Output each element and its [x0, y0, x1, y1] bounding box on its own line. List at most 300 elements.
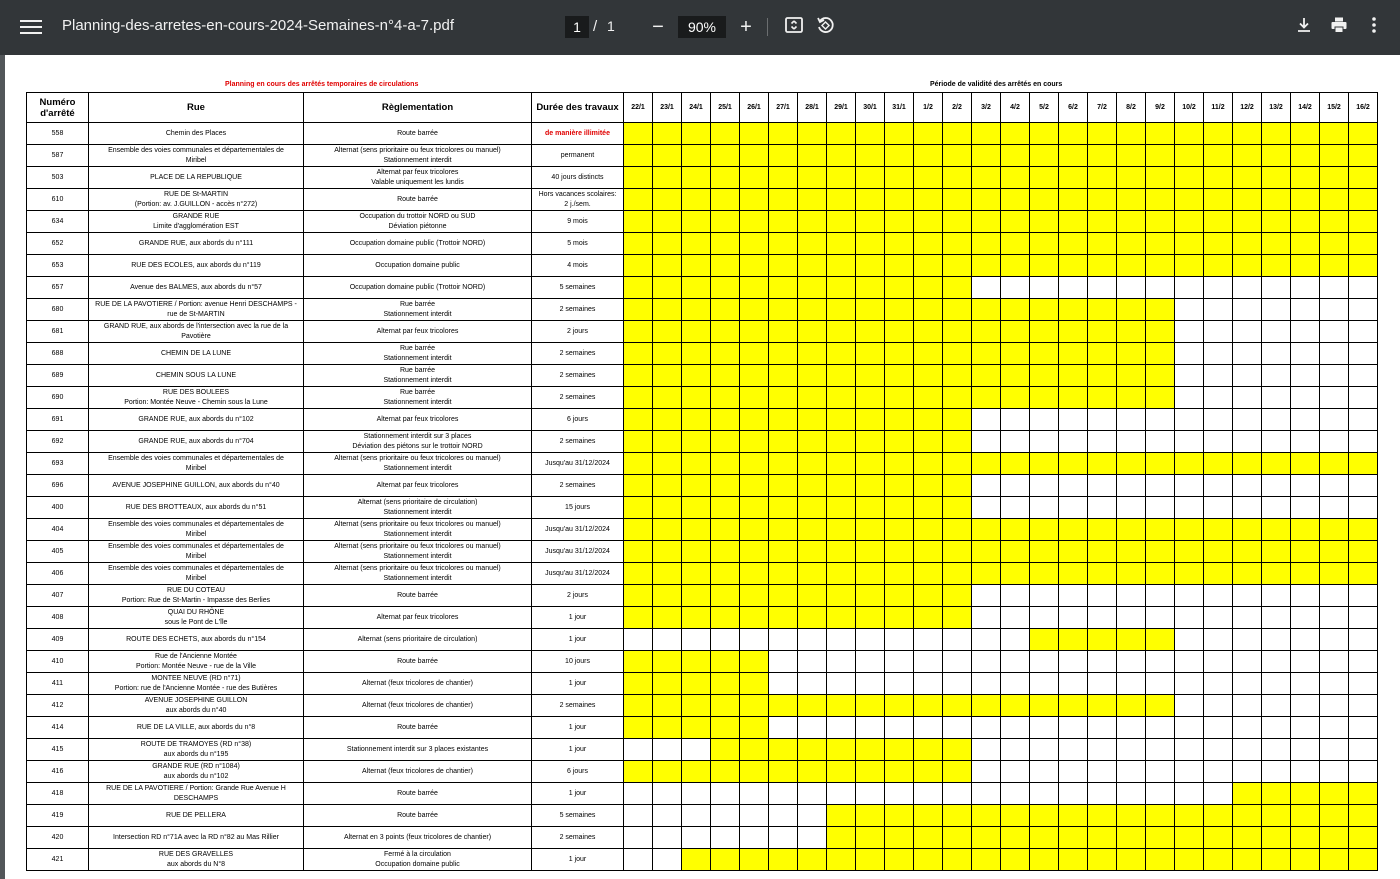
- day-cell: [740, 167, 769, 189]
- day-cell: [1233, 145, 1262, 167]
- day-cell: [1059, 695, 1088, 717]
- day-cell: [943, 343, 972, 365]
- day-cell: [1320, 387, 1349, 409]
- zoom-in-button[interactable]: +: [740, 16, 752, 38]
- day-cell: [972, 695, 1001, 717]
- day-cell: [1117, 255, 1146, 277]
- day-cell: [1088, 783, 1117, 805]
- day-cell: [827, 431, 856, 453]
- day-cell: [1175, 717, 1204, 739]
- day-cell: [711, 563, 740, 585]
- day-cell: [798, 145, 827, 167]
- day-cell: [827, 739, 856, 761]
- day-cell: [740, 497, 769, 519]
- date-header: 13/2: [1262, 93, 1291, 123]
- day-cell: [943, 629, 972, 651]
- day-cell: [1088, 233, 1117, 255]
- day-cell: [682, 211, 711, 233]
- duree-cell: 1 jour: [532, 629, 624, 651]
- rue-cell: Ensemble des voies communales et départementales de Miribel: [89, 541, 304, 563]
- day-cell: [1320, 695, 1349, 717]
- day-cell: [827, 541, 856, 563]
- day-cell: [1349, 563, 1378, 585]
- date-header: 11/2: [1204, 93, 1233, 123]
- day-cell: [1204, 827, 1233, 849]
- duree-cell: Jusqu'au 31/12/2024: [532, 453, 624, 475]
- day-cell: [798, 189, 827, 211]
- day-cell: [1349, 145, 1378, 167]
- day-cell: [711, 673, 740, 695]
- reglementation-cell: Occupation domaine public (Trottoir NORD): [304, 233, 532, 255]
- day-cell: [1320, 453, 1349, 475]
- day-cell: [885, 541, 914, 563]
- day-cell: [885, 211, 914, 233]
- day-cell: [856, 695, 885, 717]
- day-cell: [711, 343, 740, 365]
- day-cell: [1001, 541, 1030, 563]
- day-cell: [1001, 695, 1030, 717]
- day-cell: [1175, 519, 1204, 541]
- day-cell: [972, 849, 1001, 871]
- day-cell: [711, 145, 740, 167]
- day-cell: [914, 255, 943, 277]
- table-header-row: [27, 93, 1378, 123]
- table-row: [27, 739, 1378, 761]
- day-cell: [1088, 299, 1117, 321]
- arrete-number: 691: [27, 409, 89, 431]
- day-cell: [653, 827, 682, 849]
- rue-cell: GRANDE RUE Limite d'agglomération EST: [89, 211, 304, 233]
- day-cell: [1117, 343, 1146, 365]
- day-cell: [711, 717, 740, 739]
- day-cell: [1262, 343, 1291, 365]
- day-cell: [1117, 563, 1146, 585]
- day-cell: [1204, 255, 1233, 277]
- day-cell: [1320, 563, 1349, 585]
- fit-page-icon[interactable]: [781, 15, 807, 41]
- day-cell: [1146, 585, 1175, 607]
- day-cell: [1088, 277, 1117, 299]
- table-row: [27, 365, 1378, 387]
- day-cell: [1204, 189, 1233, 211]
- day-cell: [1349, 673, 1378, 695]
- day-cell: [1001, 827, 1030, 849]
- day-cell: [856, 651, 885, 673]
- day-cell: [798, 299, 827, 321]
- day-cell: [1117, 475, 1146, 497]
- day-cell: [1262, 365, 1291, 387]
- rue-cell: Ensemble des voies communales et départementales de Miribel: [89, 145, 304, 167]
- day-cell: [1349, 849, 1378, 871]
- day-cell: [1175, 233, 1204, 255]
- day-cell: [914, 805, 943, 827]
- day-cell: [682, 277, 711, 299]
- day-cell: [943, 717, 972, 739]
- day-cell: [1001, 409, 1030, 431]
- day-cell: [624, 233, 653, 255]
- day-cell: [1204, 717, 1233, 739]
- day-cell: [798, 541, 827, 563]
- day-cell: [740, 387, 769, 409]
- rue-cell: RUE DE PELLERA: [89, 805, 304, 827]
- day-cell: [1320, 211, 1349, 233]
- table-row: [27, 651, 1378, 673]
- day-cell: [711, 255, 740, 277]
- day-cell: [740, 541, 769, 563]
- day-cell: [653, 365, 682, 387]
- day-cell: [711, 607, 740, 629]
- reglementation-cell: Route barrée: [304, 805, 532, 827]
- date-header: 31/1: [885, 93, 914, 123]
- day-cell: [943, 211, 972, 233]
- day-cell: [856, 431, 885, 453]
- date-header: 4/2: [1001, 93, 1030, 123]
- zoom-out-button[interactable]: −: [652, 16, 664, 38]
- day-cell: [885, 365, 914, 387]
- day-cell: [827, 365, 856, 387]
- day-cell: [1349, 695, 1378, 717]
- day-cell: [1001, 805, 1030, 827]
- day-cell: [972, 541, 1001, 563]
- duree-cell: 2 semaines: [532, 299, 624, 321]
- day-cell: [653, 299, 682, 321]
- day-cell: [711, 805, 740, 827]
- table-row: [27, 519, 1378, 541]
- day-cell: [1320, 607, 1349, 629]
- day-cell: [740, 827, 769, 849]
- day-cell: [1117, 211, 1146, 233]
- day-cell: [1146, 607, 1175, 629]
- day-cell: [1088, 255, 1117, 277]
- table-row: [27, 673, 1378, 695]
- day-cell: [798, 805, 827, 827]
- reglementation-cell: Route barrée: [304, 585, 532, 607]
- day-cell: [1204, 321, 1233, 343]
- day-cell: [1117, 189, 1146, 211]
- day-cell: [1262, 277, 1291, 299]
- day-cell: [1146, 453, 1175, 475]
- day-cell: [1001, 475, 1030, 497]
- day-cell: [798, 365, 827, 387]
- day-cell: [711, 849, 740, 871]
- table-row: [27, 255, 1378, 277]
- day-cell: [943, 145, 972, 167]
- duree-cell: 1 jour: [532, 739, 624, 761]
- pdf-toolbar: [0, 0, 1400, 55]
- day-cell: [1320, 189, 1349, 211]
- day-cell: [769, 651, 798, 673]
- day-cell: [972, 255, 1001, 277]
- day-cell: [972, 805, 1001, 827]
- reglementation-cell: Alternat (sens prioritaire ou feux tricolores ou manuel) Stationnement interdit: [304, 453, 532, 475]
- day-cell: [1320, 233, 1349, 255]
- rue-cell: Ensemble des voies communales et départementales de Miribel: [89, 563, 304, 585]
- day-cell: [914, 189, 943, 211]
- day-cell: [798, 233, 827, 255]
- day-cell: [827, 695, 856, 717]
- day-cell: [1233, 321, 1262, 343]
- day-cell: [769, 255, 798, 277]
- day-cell: [1030, 563, 1059, 585]
- day-cell: [1117, 783, 1146, 805]
- day-cell: [1030, 233, 1059, 255]
- day-cell: [1291, 849, 1320, 871]
- day-cell: [624, 211, 653, 233]
- day-cell: [1233, 211, 1262, 233]
- day-cell: [1117, 365, 1146, 387]
- day-cell: [1001, 431, 1030, 453]
- date-header: 24/1: [682, 93, 711, 123]
- duree-cell: Jusqu'au 31/12/2024: [532, 541, 624, 563]
- day-cell: [624, 299, 653, 321]
- day-cell: [1001, 299, 1030, 321]
- duree-cell: 2 semaines: [532, 827, 624, 849]
- day-cell: [740, 849, 769, 871]
- day-cell: [972, 233, 1001, 255]
- day-cell: [1175, 343, 1204, 365]
- day-cell: [1001, 211, 1030, 233]
- day-cell: [1001, 651, 1030, 673]
- arrete-number: 558: [27, 123, 89, 145]
- day-cell: [769, 783, 798, 805]
- day-cell: [856, 827, 885, 849]
- day-cell: [1349, 519, 1378, 541]
- day-cell: [1117, 453, 1146, 475]
- day-cell: [1320, 783, 1349, 805]
- day-cell: [1291, 145, 1320, 167]
- day-cell: [914, 497, 943, 519]
- day-cell: [798, 673, 827, 695]
- day-cell: [972, 365, 1001, 387]
- day-cell: [1117, 585, 1146, 607]
- day-cell: [914, 475, 943, 497]
- day-cell: [827, 497, 856, 519]
- day-cell: [1262, 783, 1291, 805]
- day-cell: [1175, 827, 1204, 849]
- day-cell: [769, 343, 798, 365]
- duree-cell: 2 jours: [532, 585, 624, 607]
- day-cell: [943, 651, 972, 673]
- day-cell: [1262, 211, 1291, 233]
- day-cell: [943, 761, 972, 783]
- arrete-number: 652: [27, 233, 89, 255]
- day-cell: [827, 387, 856, 409]
- day-cell: [1262, 387, 1291, 409]
- day-cell: [1349, 761, 1378, 783]
- day-cell: [740, 629, 769, 651]
- day-cell: [856, 629, 885, 651]
- day-cell: [972, 299, 1001, 321]
- day-cell: [711, 409, 740, 431]
- day-cell: [914, 673, 943, 695]
- day-cell: [1059, 739, 1088, 761]
- day-cell: [798, 827, 827, 849]
- day-cell: [1001, 761, 1030, 783]
- more-options-icon[interactable]: [1361, 15, 1387, 41]
- day-cell: [1030, 277, 1059, 299]
- day-cell: [856, 211, 885, 233]
- day-cell: [1204, 475, 1233, 497]
- arrete-number: 410: [27, 651, 89, 673]
- page-separator: /: [593, 18, 598, 35]
- table-row: [27, 321, 1378, 343]
- day-cell: [943, 849, 972, 871]
- day-cell: [1117, 519, 1146, 541]
- date-header: 5/2: [1030, 93, 1059, 123]
- day-cell: [711, 585, 740, 607]
- date-header: 22/1: [624, 93, 653, 123]
- day-cell: [1117, 431, 1146, 453]
- day-cell: [1030, 453, 1059, 475]
- day-cell: [1001, 673, 1030, 695]
- day-cell: [1088, 541, 1117, 563]
- day-cell: [1349, 409, 1378, 431]
- day-cell: [624, 695, 653, 717]
- day-cell: [1233, 475, 1262, 497]
- day-cell: [1117, 145, 1146, 167]
- reglementation-cell: Route barrée: [304, 651, 532, 673]
- table-row: [27, 761, 1378, 783]
- day-cell: [769, 607, 798, 629]
- day-cell: [885, 431, 914, 453]
- rotate-icon[interactable]: [812, 15, 838, 41]
- date-header: 29/1: [827, 93, 856, 123]
- day-cell: [798, 343, 827, 365]
- day-cell: [827, 233, 856, 255]
- day-cell: [1262, 145, 1291, 167]
- day-cell: [1059, 849, 1088, 871]
- day-cell: [1320, 299, 1349, 321]
- day-cell: [769, 145, 798, 167]
- print-icon[interactable]: [1326, 15, 1352, 41]
- day-cell: [1262, 827, 1291, 849]
- day-cell: [653, 607, 682, 629]
- day-cell: [1146, 629, 1175, 651]
- day-cell: [1175, 123, 1204, 145]
- day-cell: [1291, 189, 1320, 211]
- menu-icon[interactable]: [20, 16, 42, 38]
- day-cell: [972, 519, 1001, 541]
- day-cell: [1059, 761, 1088, 783]
- header-rue: Rue: [89, 93, 304, 123]
- day-cell: [1030, 827, 1059, 849]
- day-cell: [1262, 475, 1291, 497]
- day-cell: [653, 651, 682, 673]
- day-cell: [1059, 167, 1088, 189]
- day-cell: [1262, 453, 1291, 475]
- day-cell: [1146, 343, 1175, 365]
- day-cell: [1233, 761, 1262, 783]
- day-cell: [1146, 673, 1175, 695]
- duree-cell: Jusqu'au 31/12/2024: [532, 563, 624, 585]
- day-cell: [943, 805, 972, 827]
- arrete-number: 693: [27, 453, 89, 475]
- date-header: 7/2: [1088, 93, 1117, 123]
- reglementation-cell: Alternat (sens prioritaire ou feux tricolores ou manuel) Stationnement interdit: [304, 145, 532, 167]
- day-cell: [1320, 519, 1349, 541]
- table-row: [27, 431, 1378, 453]
- day-cell: [885, 783, 914, 805]
- reglementation-cell: Alternat par feux tricolores: [304, 321, 532, 343]
- day-cell: [769, 167, 798, 189]
- day-cell: [1262, 673, 1291, 695]
- day-cell: [1262, 497, 1291, 519]
- zoom-level[interactable]: 90%: [678, 16, 726, 38]
- day-cell: [1146, 409, 1175, 431]
- table-row: [27, 475, 1378, 497]
- day-cell: [1001, 255, 1030, 277]
- day-cell: [885, 629, 914, 651]
- day-cell: [827, 255, 856, 277]
- day-cell: [1262, 805, 1291, 827]
- day-cell: [1262, 123, 1291, 145]
- day-cell: [827, 145, 856, 167]
- day-cell: [740, 519, 769, 541]
- day-cell: [711, 299, 740, 321]
- day-cell: [1088, 673, 1117, 695]
- day-cell: [1233, 541, 1262, 563]
- day-cell: [1175, 497, 1204, 519]
- rue-cell: RUE DES BOULEES Portion: Montée Neuve - Chemin sous la Lune: [89, 387, 304, 409]
- day-cell: [1233, 673, 1262, 695]
- day-cell: [1204, 233, 1233, 255]
- download-icon[interactable]: [1291, 15, 1317, 41]
- day-cell: [711, 475, 740, 497]
- duree-cell: de manière illimitée: [532, 123, 624, 145]
- arrete-number: 412: [27, 695, 89, 717]
- day-cell: [653, 255, 682, 277]
- page-number-input[interactable]: [565, 16, 589, 38]
- duree-cell: 15 jours: [532, 497, 624, 519]
- rue-cell: GRANDE RUE, aux abords du n°102: [89, 409, 304, 431]
- day-cell: [1204, 453, 1233, 475]
- day-cell: [972, 739, 1001, 761]
- day-cell: [798, 475, 827, 497]
- day-cell: [1059, 255, 1088, 277]
- day-cell: [769, 277, 798, 299]
- day-cell: [769, 409, 798, 431]
- day-cell: [769, 431, 798, 453]
- day-cell: [1001, 849, 1030, 871]
- rue-cell: GRANDE RUE, aux abords du n°704: [89, 431, 304, 453]
- day-cell: [943, 387, 972, 409]
- day-cell: [972, 673, 1001, 695]
- day-cell: [1059, 585, 1088, 607]
- day-cell: [1349, 453, 1378, 475]
- date-header: 6/2: [1059, 93, 1088, 123]
- reglementation-cell: Alternat (sens prioritaire ou feux tricolores ou manuel) Stationnement interdit: [304, 541, 532, 563]
- day-cell: [1320, 805, 1349, 827]
- day-cell: [1320, 123, 1349, 145]
- day-cell: [1117, 607, 1146, 629]
- day-cell: [653, 321, 682, 343]
- rue-cell: QUAI DU RHÔNE sous le Pont de L'île: [89, 607, 304, 629]
- day-cell: [653, 695, 682, 717]
- day-cell: [682, 387, 711, 409]
- date-header: 30/1: [856, 93, 885, 123]
- day-cell: [1349, 475, 1378, 497]
- day-cell: [1059, 123, 1088, 145]
- table-row: [27, 387, 1378, 409]
- day-cell: [1088, 651, 1117, 673]
- duree-cell: 5 semaines: [532, 805, 624, 827]
- day-cell: [827, 453, 856, 475]
- date-header: 14/2: [1291, 93, 1320, 123]
- day-cell: [1291, 211, 1320, 233]
- day-cell: [682, 519, 711, 541]
- day-cell: [972, 475, 1001, 497]
- day-cell: [1262, 739, 1291, 761]
